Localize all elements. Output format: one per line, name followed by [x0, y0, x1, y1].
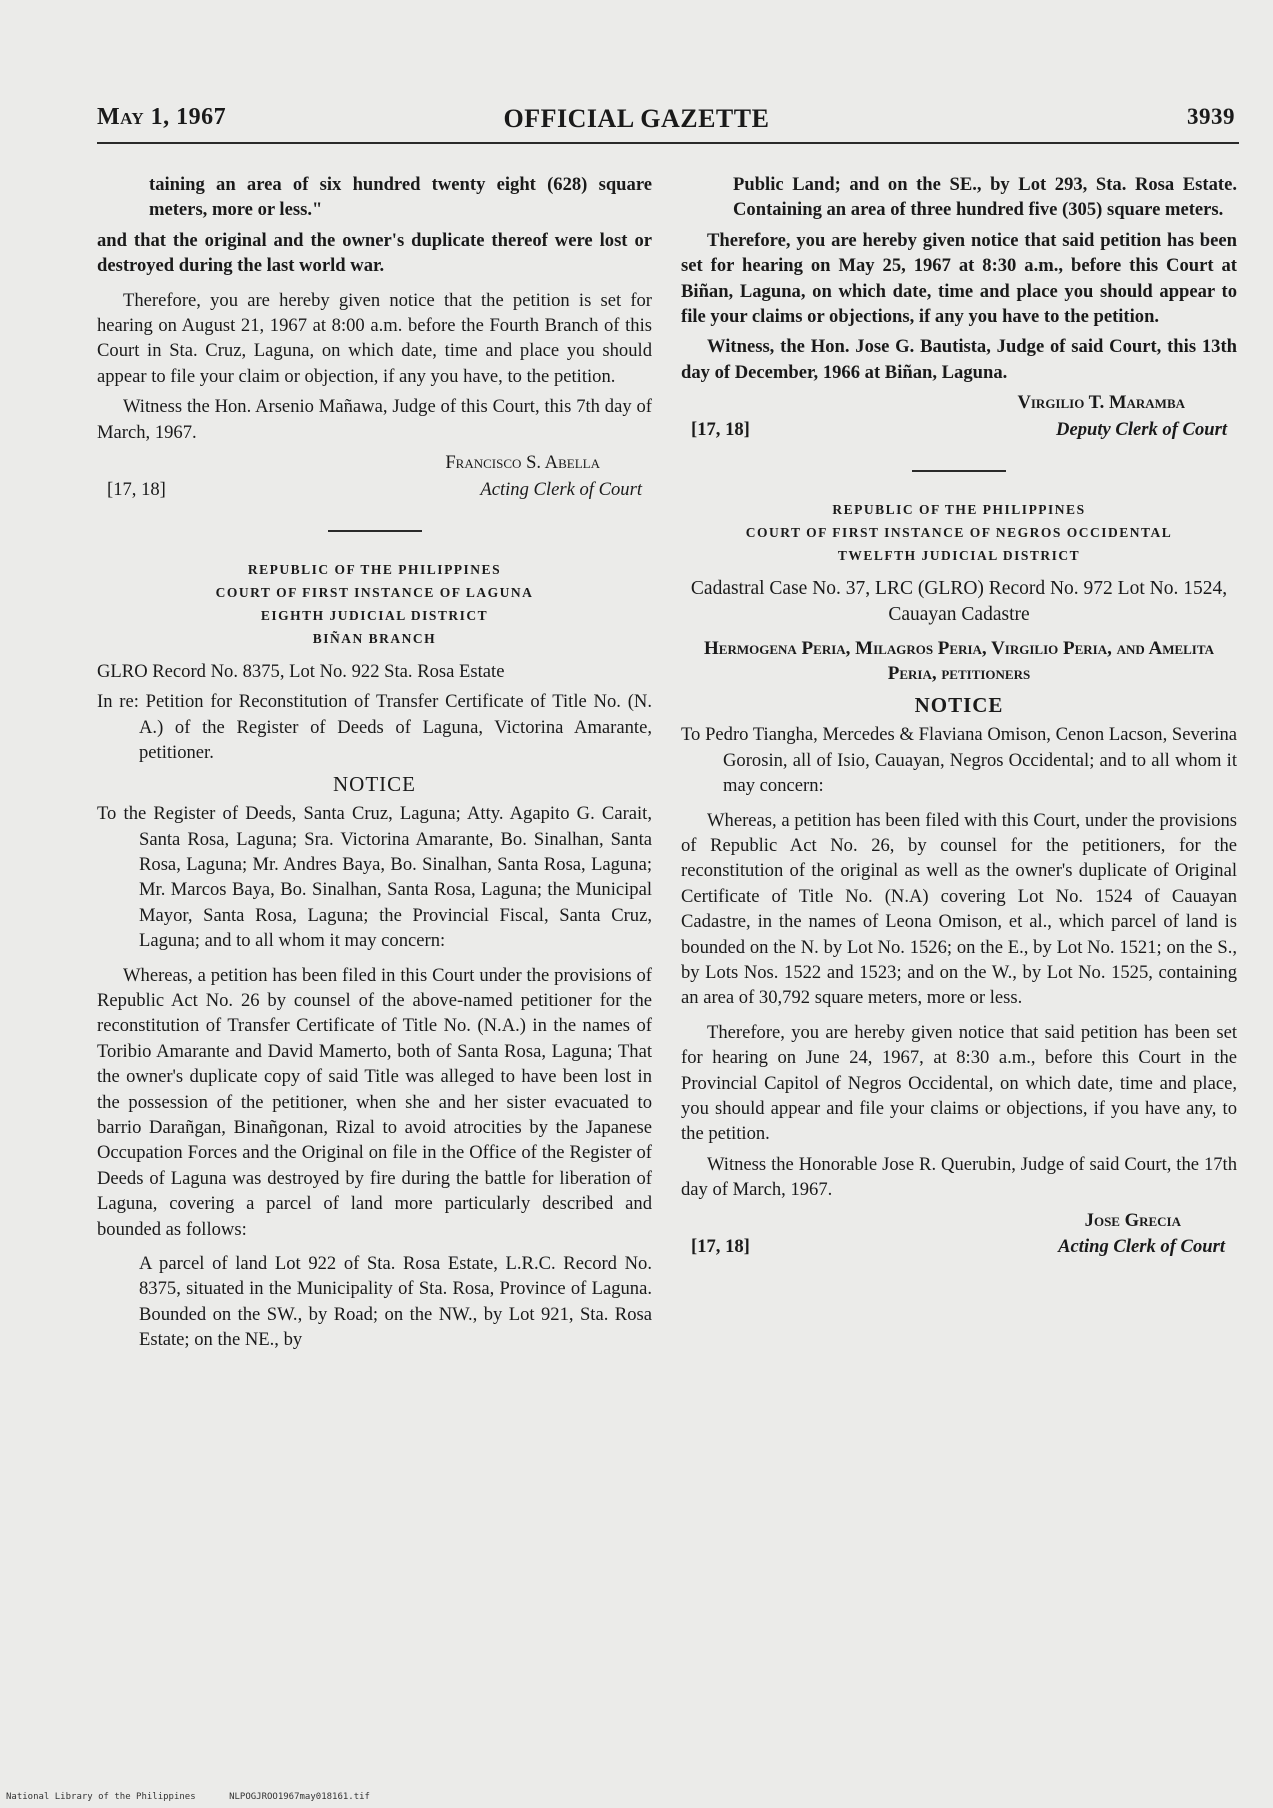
section-divider — [328, 530, 422, 532]
witness-paragraph: Witness the Hon. Arsenio Mañawa, Judge of this Court, this 7th day of March, 1967. — [97, 396, 652, 443]
witness-paragraph: Witness, the Hon. Jose G. Bautista, Judge of said Court, this 13th day of December, 1966 at Biñan, Laguna. — [681, 336, 1237, 383]
publication-title: OFFICIAL GAZETTE — [503, 104, 770, 133]
parcel-description: A parcel of land Lot 922 of Sta. Rosa Estate, L.R.C. Record No. 8375, situated in the Municipality of Sta. Rosa, Province of Laguna. Bounded on the SW., by Road; on the NW., by Lot 921, Sta. Rosa Estate; on the NE., by — [139, 1253, 652, 1351]
notice-title: NOTICE — [333, 771, 416, 796]
therefore-paragraph: Therefore, you are hereby given notice that said petition has been set for hearing on June 24, 1967, at 8:30 a.m., before this Court in the Provincial Capitol of Negros Occidental, on which date, time and place, you should appear and file your claims or objections, if you have any, to the petition. — [681, 1021, 1237, 1145]
court-caption — [681, 498, 1237, 567]
in-re-paragraph: In re: Petition for Reconstitution of Transfer Certificate of Title No. (N. A.) of the Register of Deeds of Laguna, Victorina Amarante, petitioner. — [97, 691, 652, 764]
file-name: NLPOGJROO1967may018161.tif — [229, 1792, 370, 1802]
caption-line: EIGHTH JUDICIAL DISTRICT — [260, 608, 489, 624]
record-line: GLRO Record No. 8375, Lot No. 922 Sta. Rosa Estate — [97, 661, 505, 683]
caption-line: COURT OF FIRST INSTANCE OF LAGUNA — [215, 585, 534, 601]
scan-footer — [6, 1792, 398, 1802]
right-column — [681, 172, 1237, 1262]
caption-line: REPUBLIC OF THE PHILIPPINES — [247, 562, 502, 578]
caption-line: TWELFTH JUDICIAL DISTRICT — [837, 548, 1081, 564]
signatory-name: Jose Grecia — [1084, 1209, 1181, 1231]
issue-tag: [17, 18] — [107, 478, 166, 500]
whereas-paragraph: Whereas, a petition has been filed with this Court, under the provisions of Republic Act No. 26, by counsel for the petitioners, for the reconstitution of the original as well as the owner's duplicate of Original Certificate of Title No. (N.A) covering Lot No. 1524 of Cauayan Cadastre, in the names of Leona Omison, et al., which parcel of land is bounded on the N. by Lot No. 1526; on the E., by Lot No. 1521; on the S., by Lots Nos. 1522 and 1523; and on the W., by Lot No. 1525, containing an area of 30,792 square meters, more or less. — [681, 809, 1237, 1009]
notice-paragraph: Therefore, you are hereby given notice that the petition is set for hearing on August 21, 1967 at 8:00 a.m. before the Fourth Branch of this Court in Sta. Cruz, Laguna, on which date, time and place you should appear to file your claim or objection, if any you have, to the petition. — [97, 289, 652, 387]
signature-block — [97, 450, 652, 504]
signatory-title: Acting Clerk of Court — [1058, 1236, 1225, 1258]
library-credit: National Library of the Philippines — [6, 1792, 196, 1802]
left-column — [97, 172, 652, 1353]
continued-paragraph-2: and that the original and the owner's duplicate thereof were lost or destroyed during the last world war. — [97, 229, 652, 277]
signatory-title: Deputy Clerk of Court — [1056, 418, 1227, 440]
issue-tag: [17, 18] — [691, 418, 750, 440]
continued-paragraph: Public Land; and on the SE., by Lot 293, Sta. Rosa Estate. Containing an area of three hundred five (305) square meters. — [733, 174, 1237, 221]
signature-block — [681, 390, 1237, 444]
signature-block — [681, 1208, 1237, 1262]
continued-paragraph: taining an area of six hundred twenty eight (628) square meters, more or less." — [149, 174, 652, 221]
caption-line: BIÑAN BRANCH — [312, 631, 437, 647]
caption-line: COURT OF FIRST INSTANCE OF NEGROS OCCIDENTAL — [745, 525, 1173, 541]
case-title: Cadastral Case No. 37, LRC (GLRO) Record No. 972 Lot No. 1524, Cauayan Cadastre — [690, 578, 1228, 625]
witness-paragraph: Witness the Honorable Jose R. Querubin, Judge of said Court, the 17th day of March, 1967. — [681, 1153, 1237, 1201]
header-rule — [97, 142, 1239, 144]
caption-line: REPUBLIC OF THE PHILIPPINES — [832, 502, 1086, 518]
signatory-name: Virgilio T. Maramba — [1017, 392, 1185, 414]
notice-title: NOTICE — [914, 692, 1004, 717]
addressee-paragraph: To the Register of Deeds, Santa Cruz, Laguna; Atty. Agapito G. Carait, Santa Rosa, Laguna; Sra. Victorina Amarante, Bo. Sinalhan, Santa Rosa, Laguna; Mr. Andres Baya, Bo. Sinalhan, Santa Rosa, Laguna; Mr. Marcos Baya, Bo. Sinalhan, Santa Rosa, Laguna; the Municipal Mayor, Santa Rosa, Laguna; the Provincial Fiscal, Santa Cruz, Laguna; and to all whom it may concern: — [97, 803, 652, 952]
section-divider — [912, 470, 1006, 472]
signatory-name: Francisco S. Abella — [445, 452, 600, 474]
petitioners-line: Hermogena Peria, Milagros Peria, Virgilio Peria, and Amelita Peria, petitioners — [704, 638, 1214, 685]
notice-paragraph: Therefore, you are hereby given notice that said petition has been set for hearing on May 25, 1967 at 8:30 a.m., before this Court at Biñan, Laguna, on which date, time and place you should appear to file your claims or objections, if any you have to the petition. — [681, 229, 1237, 328]
court-caption — [97, 558, 652, 650]
whereas-paragraph: Whereas, a petition has been filed in this Court under the provisions of Republic Act No. 26 by counsel of the above-named petitioner for the reconstitution of Transfer Certificate of Title No. (N.A.) in the names of Toribio Amarante and David Mamerto, both of Santa Rosa, Laguna; That the owner's duplicate copy of said Title was alleged to have been lost in the possession of the petitioner, when she and her sister evacuated to barrio Darañgan, Binañgonan, Rizal to avoid atrocities by the Japanese Occupation Forces and the Original on file in the Office of the Register of Deeds of Laguna was destroyed by fire during the battle for liberation of Laguna, covering a parcel of land more particularly described and bounded as follows: — [97, 964, 652, 1240]
addressee-paragraph: To Pedro Tiangha, Mercedes & Flaviana Omison, Cenon Lacson, Severina Gorosin, all of Isio, Cauayan, Negros Occidental; and to all whom it may concern: — [681, 724, 1237, 797]
signatory-title: Acting Clerk of Court — [480, 478, 642, 500]
issue-tag: [17, 18] — [691, 1236, 750, 1258]
issue-date: May 1, 1967 — [97, 104, 227, 130]
page-number: 3939 — [1187, 104, 1235, 129]
